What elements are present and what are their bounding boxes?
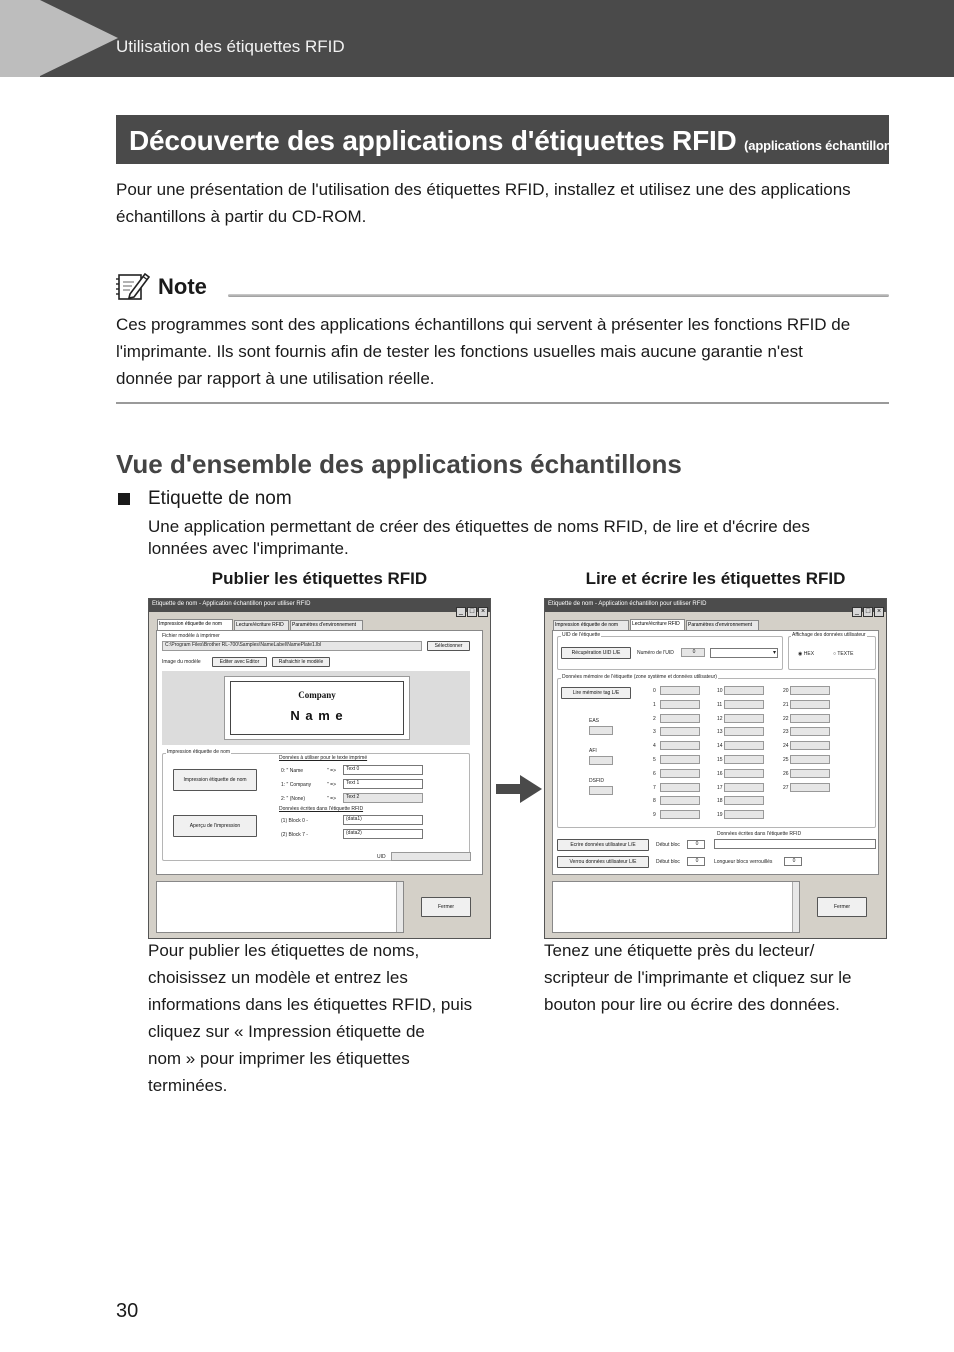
right-caption: Lire et écrire les étiquettes RFID (585, 569, 846, 588)
tab-read-write[interactable]: Lecture/écriture RFID (630, 619, 685, 630)
breadcrumb: Utilisation des étiquettes RFID (116, 37, 345, 56)
window-titlebar (545, 599, 886, 615)
desc-line: terminées. (148, 1076, 228, 1095)
block-number-label: 11 (717, 701, 723, 708)
note-divider (228, 294, 889, 297)
block-number-label: 14 (717, 743, 723, 750)
write-user-data-button[interactable]: Ecrire données utilisateur L/E (557, 839, 649, 851)
window-controls (455, 600, 488, 618)
block-field[interactable] (724, 714, 764, 723)
intro-paragraph (116, 176, 906, 230)
rfid-data-header: Données écrites dans l'étiquette RFID (279, 806, 364, 812)
block-field[interactable] (660, 796, 700, 805)
block-number-label: 12 (717, 715, 723, 722)
overview-desc-line: lonnées avec l'imprimante. (148, 539, 349, 558)
block-number-label: 22 (783, 715, 789, 722)
uid-label: UID (377, 854, 386, 860)
lock-start-label: Début bloc (656, 859, 680, 865)
radio-hex[interactable]: ◉ HEX (798, 651, 815, 657)
block-field[interactable] (724, 755, 764, 764)
block-field[interactable] (724, 700, 764, 709)
desc-line: scripteur de l'imprimante et cliquez sur le (544, 968, 852, 987)
left-screenshot (148, 598, 491, 939)
block-number-label: 6 (653, 770, 656, 777)
note-bottom-rule (116, 402, 889, 404)
block-number-label: 4 (653, 743, 656, 750)
tab-panel (552, 630, 879, 875)
uid-read-button[interactable]: Récupération UID L/E (561, 647, 631, 659)
memory-group-label: Données mémoire de l'étiquette (zone système et données utilisateur) (562, 674, 717, 680)
tab-print-name[interactable]: Impression étiquette de nom (553, 620, 629, 630)
block-field[interactable] (790, 700, 830, 709)
tab-panel (156, 630, 483, 875)
eas-field[interactable] (589, 726, 613, 735)
preview-name: N a m e (290, 708, 344, 723)
window-title: Etiquette de nom - Application échantillon pour utiliser RFID (152, 601, 311, 607)
row-key: 0: " Name (281, 768, 304, 774)
note-line: donnée par rapport à une utilisation réelle. (116, 369, 435, 388)
lock-length-field[interactable]: 0 (784, 857, 802, 866)
block-field[interactable] (724, 796, 764, 805)
block-field[interactable] (724, 686, 764, 695)
block-field[interactable] (660, 810, 700, 819)
radio-text-label: TEXTE (837, 651, 854, 657)
note-paragraph (116, 311, 906, 392)
select-button[interactable]: Sélectionner (427, 641, 470, 651)
intro-line: Pour une présentation de l'utilisation des étiquettes RFID, installez et utilisez une des applications (116, 180, 851, 199)
uid-number-field[interactable]: 0 (681, 648, 705, 657)
block-number-label: 5 (653, 757, 656, 763)
file-label: Fichier modèle à imprimer (162, 633, 220, 639)
block-field[interactable] (724, 769, 764, 778)
tab-print-name[interactable]: Impression étiquette de nom (157, 619, 233, 630)
edit-button[interactable]: Editer avec Editor (212, 657, 267, 667)
block-field[interactable] (790, 686, 830, 695)
right-description (544, 937, 889, 1018)
block-number-label: 10 (717, 688, 723, 694)
section-title-suffix: (applications échantillons) (744, 138, 903, 153)
desc-line: Tenez une étiquette près du lecteur/ (544, 941, 815, 960)
rfid-row-key: (1) Block 0 - (281, 818, 308, 824)
block-number-label: 8 (653, 798, 656, 805)
block-number-label: 19 (717, 812, 723, 819)
square-bullet-icon (118, 493, 130, 505)
window-title: Etiquette de nom - Application échantillon pour utiliser RFID (548, 601, 707, 607)
desc-line: bouton pour lire ou écrire des données. (544, 995, 840, 1014)
window-titlebar (149, 599, 490, 615)
close-icon[interactable]: × (874, 607, 884, 617)
print-group-label: Impression étiquette de nom (167, 749, 231, 755)
overview-desc-line: Une application permettant de créer des étiquettes de noms RFID, de lire et d'écrire des (148, 517, 810, 536)
block-number-label: 27 (783, 784, 789, 791)
uid-number-label: Numéro de l'UID (637, 650, 674, 656)
lock-start-field[interactable]: 0 (687, 857, 705, 866)
label-preview (224, 676, 410, 740)
block-number-label: 13 (717, 729, 723, 736)
desc-line: informations dans les étiquettes RFID, puis (148, 995, 473, 1014)
tab-settings[interactable]: Paramètres d'environnement (290, 620, 363, 630)
text-field[interactable]: Text 1 (343, 779, 423, 789)
log-box[interactable] (552, 881, 800, 933)
block-number-label: 17 (717, 784, 723, 791)
overview-heading: Vue d'ensemble des applications échantillons (116, 449, 682, 479)
close-button[interactable]: Fermer (421, 897, 471, 917)
text-data-header: Données à utiliser pour le texte imprimé (279, 755, 368, 761)
row-arrow: " => (327, 782, 337, 788)
block-number-label: 7 (653, 784, 656, 791)
block-number-label: 0 (653, 688, 656, 694)
tab-read-write[interactable]: Lecture/écriture RFID (234, 620, 289, 630)
block-number-label: 1 (653, 701, 656, 708)
maximize-icon[interactable]: □ (467, 607, 477, 617)
overview-description (148, 516, 908, 560)
block-field[interactable] (724, 810, 764, 819)
row-arrow: " => (327, 796, 337, 802)
scrollbar[interactable] (792, 882, 799, 932)
note-label: Note (158, 274, 207, 299)
close-button[interactable]: Fermer (817, 897, 867, 917)
block-field[interactable] (790, 755, 830, 764)
uid-dropdown[interactable] (710, 648, 778, 658)
block-number-label: 18 (717, 798, 723, 805)
afi-label: AFI (589, 748, 597, 754)
tab-settings[interactable]: Paramètres d'environnement (686, 620, 759, 630)
refresh-button[interactable]: Rafraichir le modèle (272, 657, 330, 667)
block-number-label: 25 (783, 757, 789, 763)
block-number-label: 15 (717, 757, 723, 763)
lock-user-data-button[interactable]: Verrou données utilisateur L/E (557, 856, 649, 868)
section-title (129, 125, 903, 157)
note-pencil-icon (116, 270, 150, 302)
radio-text[interactable]: ○ TEXTE (833, 651, 854, 657)
block-number-label: 23 (783, 729, 789, 736)
desc-line: Pour publier les étiquettes de noms, (148, 941, 420, 960)
block-field[interactable] (790, 727, 830, 736)
block-field[interactable] (660, 700, 700, 709)
window-controls (851, 600, 884, 618)
block-number-label: 20 (783, 688, 789, 694)
text-field[interactable]: Text 2 (343, 793, 423, 803)
close-icon[interactable]: × (478, 607, 488, 617)
block-number-label: 26 (783, 770, 789, 777)
block-number-label: 24 (783, 743, 789, 750)
block-field[interactable] (660, 727, 700, 736)
radio-hex-label: HEX (803, 651, 815, 657)
section-title-text: Découverte des applications d'étiquettes RFID (129, 125, 737, 156)
block-field[interactable] (790, 769, 830, 778)
image-label: Image du modèle (162, 659, 201, 665)
bullet-title: Etiquette de nom (148, 488, 292, 509)
start-block-label: Début bloc (656, 842, 680, 848)
eas-label: EAS (589, 718, 600, 724)
afi-field[interactable] (589, 756, 613, 765)
block-number-label: 21 (783, 701, 789, 708)
preview-company: Company (298, 690, 336, 700)
note-line: l'imprimante. Ils sont fournis afin de tester les fonctions usuelles mais aucune garantie n'est (116, 342, 803, 361)
row-key: 1: " Company (281, 782, 312, 788)
uid-group-label: UID de l'étiquette (562, 632, 601, 638)
label-frame (230, 681, 404, 735)
block-field[interactable] (660, 783, 700, 792)
block-number-label: 3 (653, 729, 656, 736)
print-preview-button[interactable]: Aperçu de l'impression (173, 815, 257, 837)
preview-area (162, 671, 470, 745)
row-key: 2: " (None) (281, 796, 306, 802)
block-field[interactable] (790, 783, 830, 792)
row-arrow: " => (327, 768, 337, 774)
block-field[interactable] (724, 783, 764, 792)
minimize-icon[interactable]: _ (456, 607, 466, 617)
block-field[interactable] (660, 686, 700, 695)
maximize-icon[interactable]: □ (863, 607, 873, 617)
header-tab-arrow (40, 0, 118, 76)
block-field[interactable] (724, 741, 764, 750)
text-field[interactable]: Text 0 (343, 765, 423, 775)
file-path-field[interactable]: C:\Program Files\Brother RL-700\Samples\NameLabel\NamePlate1.lbl (162, 641, 422, 651)
desc-line: choisissez un modèle et entrez les (148, 968, 408, 987)
page-number: 30 (116, 1300, 139, 1322)
block-field[interactable] (724, 727, 764, 736)
block-field[interactable] (790, 714, 830, 723)
write-data-field[interactable] (714, 839, 876, 849)
print-name-button[interactable]: Impression étiquette de nom (173, 769, 257, 791)
scrollbar[interactable] (396, 882, 403, 932)
dsfid-label: DSFID (589, 778, 604, 784)
block-field[interactable] (660, 714, 700, 723)
rfid-row-key: (2) Block 7 - (281, 832, 308, 838)
section-title-bar (116, 115, 903, 164)
block-number-label: 9 (653, 812, 656, 819)
lock-length-label: Longueur blocs verrouillés (714, 859, 773, 865)
rfid-field[interactable]: (data2) (343, 829, 423, 839)
desc-line: nom » pour imprimer les étiquettes (148, 1049, 410, 1068)
rfid-field[interactable]: (data1) (343, 815, 423, 825)
page-header (0, 0, 954, 77)
read-memory-button[interactable]: Lire mémoire tag L/E (561, 687, 631, 699)
start-block-field[interactable]: 0 (687, 840, 705, 849)
block-field[interactable] (660, 769, 700, 778)
left-caption: Publier les étiquettes RFID (211, 569, 428, 588)
block-number-label: 16 (717, 770, 723, 777)
right-arrow-icon (496, 775, 542, 803)
block-field[interactable] (790, 741, 830, 750)
block-field[interactable] (660, 755, 700, 764)
intro-line: échantillons à partir du CD-ROM. (116, 207, 367, 226)
left-description (148, 937, 498, 1099)
dsfid-field[interactable] (589, 786, 613, 795)
block-field[interactable] (660, 741, 700, 750)
note-line: Ces programmes sont des applications échantillons qui servent à présenter les fonctions RFID de (116, 315, 851, 334)
log-box[interactable] (156, 881, 404, 933)
uid-field[interactable] (391, 852, 471, 861)
display-group-label: Affichage des données utilisateur (792, 632, 866, 638)
right-screenshot (544, 598, 887, 939)
chevron-down-icon: ▾ (772, 650, 776, 656)
minimize-icon[interactable]: _ (852, 607, 862, 617)
write-data-label: Données écrites dans l'étiquette RFID (717, 831, 802, 837)
desc-line: cliquez sur « Impression étiquette de (148, 1022, 425, 1041)
header-tab (0, 0, 40, 77)
block-number-label: 2 (653, 715, 656, 722)
